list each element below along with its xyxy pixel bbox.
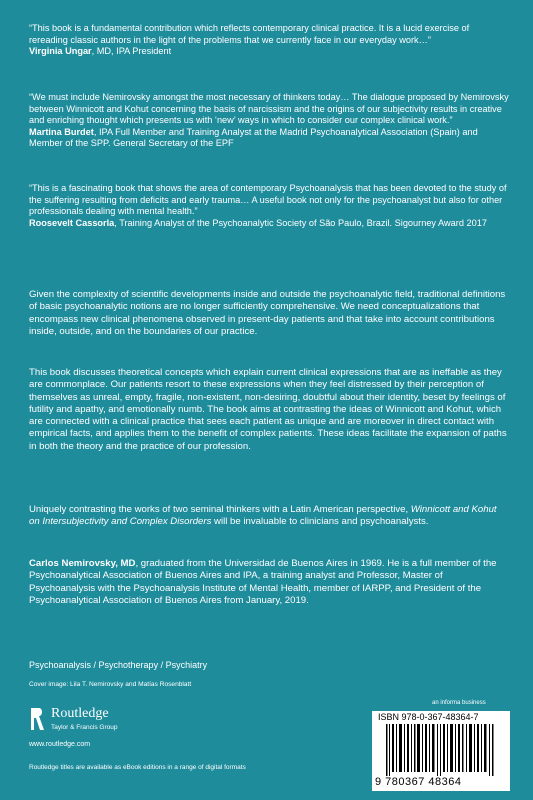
quote-text: “This is a fascinating book that shows the area of contemporary Psychoanalysis that has been devoted to the study of the suffering resulting from deficits and early trauma… A useful book not only for the psychoanalyst but also for other professionals dealing with mental health.” (29, 183, 507, 217)
quote-text: “We must include Nemirovsky amongst the most necessary of thinkers today… The dialogue proposed by Nemirovsky between Winnicott and Kohut concerning the basis of narcissism and the origins of our subjectivity results in creative and enriching thought which presents us with ‘new’ ways in which to consider our complex clinical work.” (29, 92, 509, 126)
quote-attribution (29, 127, 509, 150)
publisher-group: Taylor & Francis Group (51, 724, 118, 731)
quote-attribution (29, 46, 509, 58)
barcode-digits: 9 780367 48364 (375, 776, 462, 788)
barcode-icon (386, 724, 498, 776)
book-title: Winnicott and Kohut on Intersubjectivity and Complex Disorders (29, 504, 497, 528)
endorsement-3 (29, 183, 509, 229)
endorsement-2 (29, 92, 509, 150)
publisher-url[interactable]: www.routledge.com (29, 741, 91, 748)
blurb-paragraph-3: Uniquely contrasting the works of two seminal thinkers with a Latin American perspective, Winnicott and Kohut on Intersubjectivity and Complex Disorders will be invaluable to clinicians and psychoanalysts. (29, 504, 497, 528)
isbn-barcode-box (372, 711, 510, 791)
subject-categories: Psychoanalysis / Psychotherapy / Psychiatry (29, 660, 208, 670)
quote-text: “This book is a fundamental contribution which reflects contemporary clinical practice. It is a lucid exercise of rereading classic authors in the light of the problems that we currently face in our everyday work…” (29, 23, 470, 45)
publisher-name: Routledge (51, 706, 109, 721)
quote-role: , IPA Full Member and Training Analyst at the Madrid Psychoanalytical Association (Spain) and Member of the SPP. General Secretary of the EPF (29, 126, 478, 149)
informa-label: an informa business (432, 700, 486, 706)
quote-author: Virginia Ungar (29, 46, 92, 57)
blurb-paragraph-2: This book discusses theoretical concepts which explain current clinical expressions that are as ineffable as they are commonplace. Our patients resort to these expressions when they feel distressed by their perception of themselves as unreal, empty, fragile, non-existent, non-desiring, doubtful about their identity, beset by feelings of futility and apathy, and emotionally numb. The book aims at contrasting the ideas of Winnicott and Kohut, which are connected with a clinical practice that sees each patient as unique and are moreover in direct contact with empirical facts, and applies them to the benefit of complex patients. These ideas facilitate the expansion of paths in both the theory and the practice of our profession. (29, 367, 507, 452)
isbn-label: ISBN 978-0-367-48364-7 (378, 712, 479, 722)
quote-role: , MD, IPA President (91, 46, 172, 57)
ebook-note: Routledge titles are available as eBook editions in a range of digital formats (29, 764, 246, 771)
quote-attribution (29, 218, 509, 230)
author-bio: Carlos Nemirovsky, MD, graduated from the Universidad de Buenos Aires in 1969. He is a full member of the Psychoanalytical Association of Buenos Aires and IPA, a training analyst and Professor, Master of Psychoanalysis with the Psychoanalysis Institute of Mental Health, member of IARPP, and President of the Psychoanalytical Association of Buenos Aires from January, 2019. (29, 558, 497, 606)
cover-image-credit: Cover image: Lila T. Nemirovsky and Matías Rosenblatt (29, 681, 192, 688)
routledge-logo (29, 706, 229, 746)
author-name: Carlos Nemirovsky, MD (29, 558, 136, 569)
quote-role: , Training Analyst of the Psychoanalytic Society of São Paulo, Brazil. Sigourney Award 2017 (114, 217, 487, 228)
quote-author: Martina Burdet (29, 126, 94, 137)
blurb-paragraph-1: Given the complexity of scientific developments inside and outside the psychoanalytic field, traditional definitions of basic psychoanalytic notions are no longer sufficiently comprehensive. We need conceptualizations that encompass new clinical phenomena observed in present-day patients and that take into account contributions inside, outside, and on the boundaries of our practice. (29, 289, 506, 337)
endorsement-1 (29, 23, 509, 58)
routledge-emblem-icon (29, 706, 45, 732)
quote-author: Roosevelt Cassorla (29, 217, 115, 228)
